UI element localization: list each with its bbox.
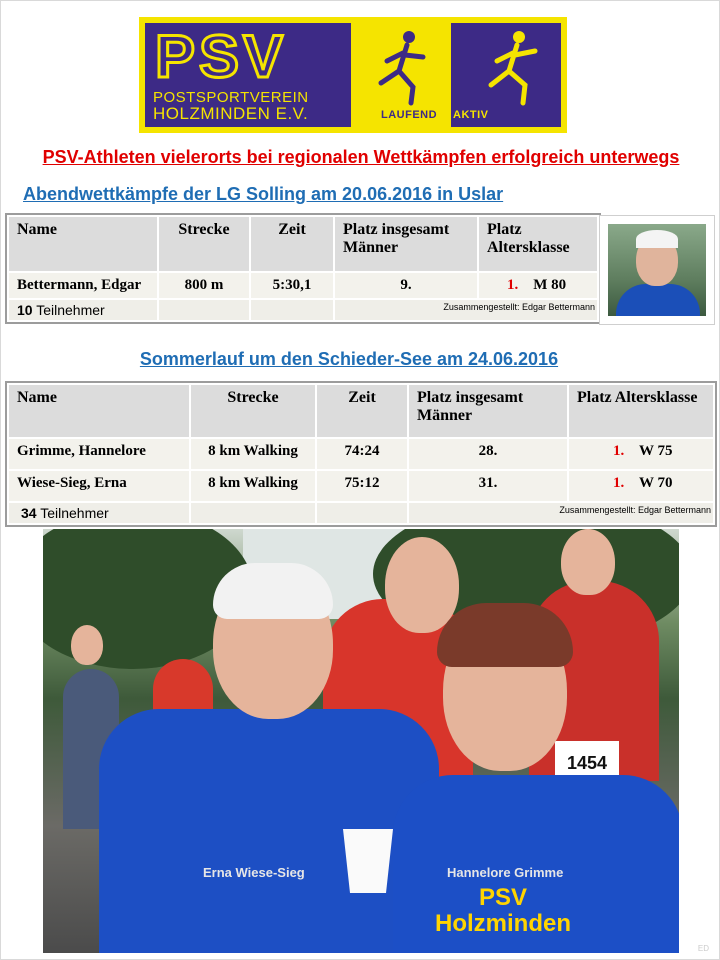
runner-woman-icon (451, 27, 561, 107)
empty-cell (190, 502, 316, 524)
col-overall: Platz insgesamt Männer (408, 384, 568, 438)
event2-results-table (7, 383, 715, 525)
credit: Zusammengestellt: Edgar Bettermann (334, 299, 598, 321)
class-place: 1. (507, 277, 519, 293)
participants-cell (8, 502, 190, 524)
caption-hannelore: Hannelore Grimme (447, 865, 564, 880)
empty-cell (316, 502, 408, 524)
participants-label: Teilnehmer (40, 505, 109, 521)
table-footer-row (8, 502, 714, 524)
psv-logo (139, 17, 567, 133)
cell-overall: 31. (408, 470, 568, 502)
cell-overall: 28. (408, 438, 568, 470)
cell-time: 5:30,1 (250, 272, 334, 299)
cell-class (568, 470, 714, 502)
corner-mark: ED (697, 944, 709, 953)
class-label: W 75 (638, 443, 673, 459)
logo-tag-laufend: LAUFEND (381, 109, 438, 121)
col-time: Zeit (316, 384, 408, 438)
table-row (8, 272, 598, 299)
col-time: Zeit (250, 216, 334, 272)
participants-cell (8, 299, 158, 321)
logo-right-panel (451, 23, 561, 127)
cell-name: Grimme, Hannelore (8, 438, 190, 470)
col-name: Name (8, 384, 190, 438)
logo-line1: POSTSPORTVEREIN (153, 89, 309, 106)
table-row (8, 438, 714, 470)
class-label: W 70 (638, 475, 673, 491)
participants-count: 34 (21, 505, 37, 521)
table-row (8, 470, 714, 502)
col-class: Platz Altersklasse (568, 384, 714, 438)
table-footer-row (8, 299, 598, 321)
cell-distance: 8 km Walking (190, 470, 316, 502)
class-place: 1. (613, 443, 625, 459)
participants-count: 10 (17, 302, 33, 318)
class-place: 1. (613, 475, 625, 491)
col-distance: Strecke (190, 384, 316, 438)
bib-number: 1454 (555, 741, 619, 785)
cell-name: Wiese-Sieg, Erna (8, 470, 190, 502)
table-header-row (8, 384, 714, 438)
empty-cell (158, 299, 250, 321)
shirt-print: PSV Holzminden (435, 884, 571, 937)
cell-class (568, 438, 714, 470)
col-overall: Platz insgesamt Männer (334, 216, 478, 272)
event1-title: Abendwettkämpfe der LG Solling am 20.06.2016 in Uslar (23, 184, 504, 204)
logo-psv-text: PSV (155, 23, 288, 90)
event-photo (43, 529, 679, 953)
cell-name: Bettermann, Edgar (8, 272, 158, 299)
portrait-photo (599, 215, 715, 325)
cell-class (478, 272, 598, 299)
table-header-row (8, 216, 598, 272)
logo-tag-aktiv: AKTIV (453, 109, 489, 121)
class-label: M 80 (533, 277, 567, 293)
event1-results-table (7, 215, 599, 322)
col-distance: Strecke (158, 216, 250, 272)
logo-line2: HOLZMINDEN E.V. (153, 104, 309, 123)
participants-label: Teilnehmer (36, 302, 105, 318)
runner-icon (351, 27, 451, 107)
logo-runner-panel (351, 23, 451, 127)
credit: Zusammengestellt: Edgar Bettermann (408, 502, 714, 524)
cell-time: 75:12 (316, 470, 408, 502)
cell-overall: 9. (334, 272, 478, 299)
cell-distance: 800 m (158, 272, 250, 299)
logo-left-panel (145, 23, 351, 127)
col-class: Platz Altersklasse (478, 216, 598, 272)
empty-cell (250, 299, 334, 321)
cell-distance: 8 km Walking (190, 438, 316, 470)
cup (343, 829, 393, 893)
caption-erna: Erna Wiese-Sieg (203, 865, 305, 880)
event2-title: Sommerlauf um den Schieder-See am 24.06.2016 (139, 349, 559, 369)
col-name: Name (8, 216, 158, 272)
cell-time: 74:24 (316, 438, 408, 470)
headline: PSV-Athleten vielerorts bei regionalen Wettkämpfen erfolgreich unterwegs (42, 147, 680, 167)
